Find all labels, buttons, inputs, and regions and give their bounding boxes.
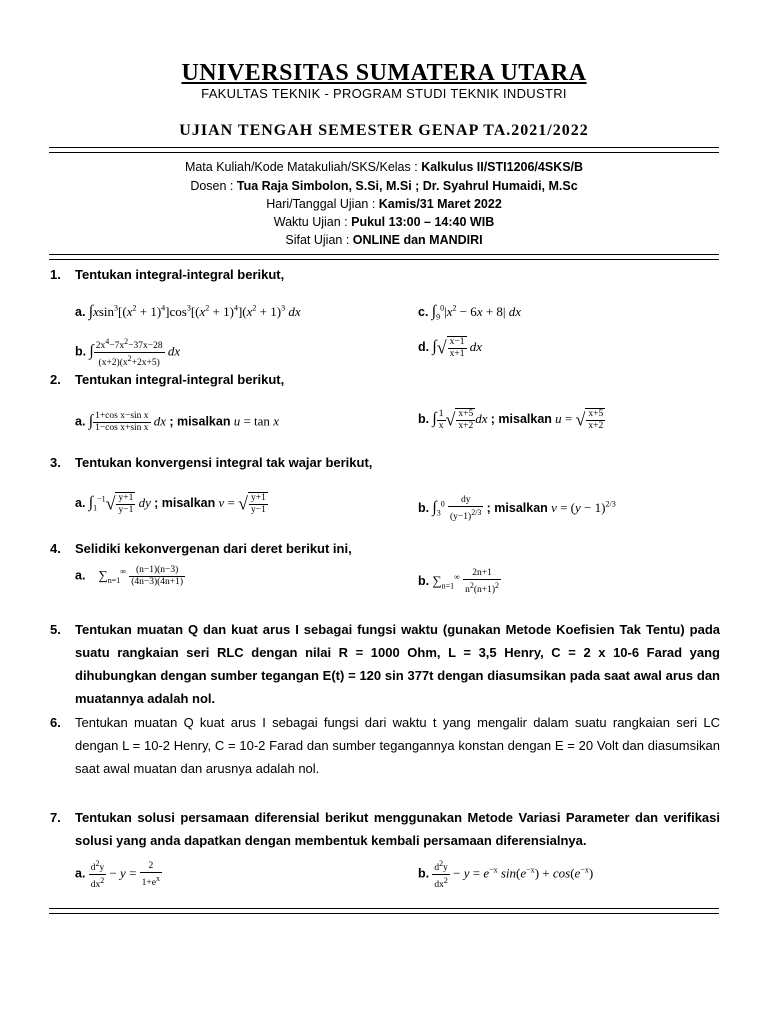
double-rule-middle: [49, 254, 719, 260]
q5-text: Tentukan muatan Q dan kuat arus I sebagai fungsi waktu (gunakan Metode Koefisien Tak Tentu) pada suatu rangkaian seri RLC dengan nilai R = 1000 Ohm, L = 3,5 Henry, C = 2 x 10-6 Farad yang dihubungkan dengan sumber tegangan E(t) = 120 sin 377t dengan diasumsikan pada saat awal arus dan muatannya adalah nol.: [75, 622, 720, 706]
q5-number: 5.: [50, 622, 61, 637]
q2-number: 2.: [50, 372, 61, 387]
q4-text: Selidiki kekonvergenan dari deret berikut ini,: [75, 541, 352, 556]
university-name: UNIVERSITAS SUMATERA UTARA: [181, 60, 587, 86]
q6-number: 6.: [50, 715, 61, 730]
q4-number: 4.: [50, 541, 61, 556]
q3a-expression: a. $\int_1^{-1}√$ $\frac{y+1}{y-1}$ dy ; misalkan v = √ $\frac{y+1}{y-1}$: [75, 493, 266, 515]
double-rule-bottom: [49, 908, 719, 914]
q3b-expression: b. $\int_3^0$ $\frac{dy}{(y-1)^{2/3}}$ ; misalkan $v = (y - 1)^{2/3}$: [418, 495, 616, 523]
q1-number: 1.: [50, 267, 61, 282]
q2a-expression: a. ∫ $\frac{\text{1+cos x−sin x}}{\text{1−cos x+sin x}}$ dx ; misalkan u = tan x: [75, 411, 279, 433]
q7-number: 7.: [50, 810, 61, 825]
q7a-expression: a. $\frac{d^2y}{dx^2}$ − y = $\frac{2}{1+e^x}$: [75, 859, 160, 891]
q7-text: Tentukan solusi persamaan diferensial berikut menggunakan Metode Variasi Parameter dan verifikasi solusi yang anda dapatkan dengan membentuk kembali persamaan diferensialnya.: [75, 810, 720, 848]
info-lecturer: Dosen : Tua Raja Simbolon, S.Si, M.Si ; Dr. Syahrul Humaidi, M.Sc: [190, 179, 578, 193]
q2b-expression: b. ∫ $\frac{1}{x}$ √ $\frac{x+5}{x+2}$ dx ; misalkan u = √ $\frac{x+5}{x+2}$: [418, 408, 604, 431]
info-course: Mata Kuliah/Kode Matakuliah/SKS/Kelas : Kalkulus II/STI1206/4SKS/B: [184, 160, 584, 174]
double-rule-top: [49, 147, 719, 153]
info-date: Hari/Tanggal Ujian : Kamis/31 Maret 2022: [266, 197, 502, 211]
q3-number: 3.: [50, 455, 61, 470]
q2-text: Tentukan integral-integral berikut,: [75, 372, 285, 387]
q1-text: Tentukan integral-integral berikut,: [75, 267, 285, 282]
q1d-expression: d. ∫√ $\frac{x-1}{x+1}$ dx: [418, 337, 483, 359]
q4b-expression: b. $\sum_{n=1}^\infty$ $\frac{2n+1}{n^2(n+1)^2}$: [418, 568, 500, 596]
info-time: Waktu Ujian : Pukul 13:00 – 14:40 WIB: [273, 215, 495, 229]
q4a-expression: a. $\sum_{n=1}^\infty$ $\frac{(n-1)(n-3)}{(4n-3)(4n+1)}$: [75, 565, 184, 587]
q1c-expression: c. $\int_9^0|x^2 - 6x + 8|$ dx: [418, 303, 522, 322]
q7b-expression: b. $\frac{d^2y}{dx^2}$ − $y = e^{-x}$ $\sin(e^{-x}) + \cos(e^{-x})$: [418, 859, 594, 891]
q3-text: Tentukan konvergensi integral tak wajar berikut,: [75, 455, 373, 470]
faculty-name: FAKULTAS TEKNIK - PROGRAM STUDI TEKNIK INDUSTRI: [201, 86, 567, 101]
q1b-expression: b. ∫ $\frac{2x^4-7x^2-37x-28}{(x+2)(x^2+2x+5)}$ dx: [75, 337, 181, 369]
q1a-expression: a. $\int xsin^3[(x^2 + 1)^4]\cos^3[(x^2 + 1)^4](x^2 + 1)^3$ dx: [75, 303, 301, 320]
exam-title: UJIAN TENGAH SEMESTER GENAP TA.2021/2022: [179, 122, 589, 139]
q6-text: Tentukan muatan Q kuat arus I sebagai fungsi dari waktu t yang mengalir dalam suatu rangkaian seri LC dengan L = 10-2 Henry, C = 10-2 Farad dan sumber tegangannya konstan dengan E = 20 Volt dan diasumsikan saat awal muatan dan arusnya adalah nol.: [75, 715, 720, 776]
info-mode: Sifat Ujian : ONLINE dan MANDIRI: [285, 233, 483, 247]
